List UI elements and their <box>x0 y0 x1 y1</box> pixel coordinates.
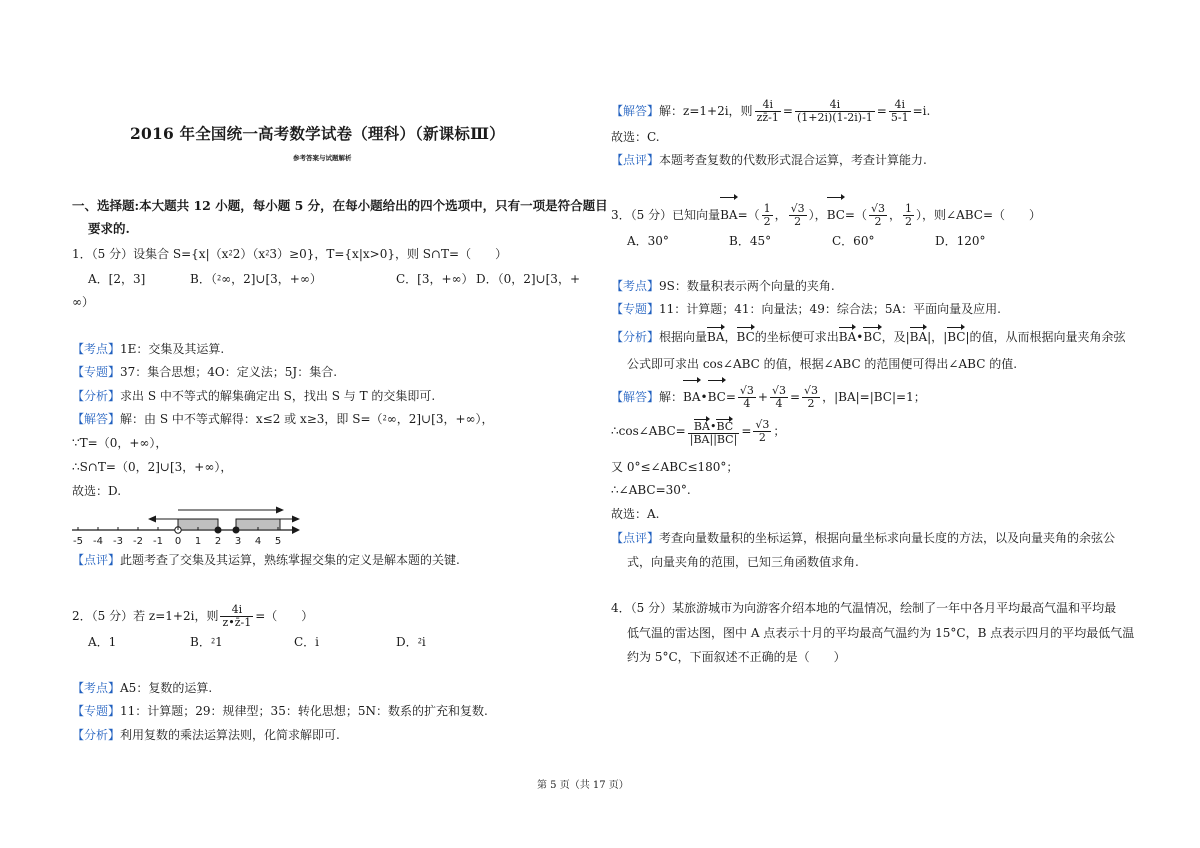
kaodian-text: 9S：数量积表示两个向量的夹角. <box>659 279 835 293</box>
frac-cos <box>688 418 740 446</box>
frac-denominator: 2 <box>758 431 766 444</box>
vector-ba: BA <box>910 326 927 345</box>
section-heading-cont: 要求的. <box>88 221 130 236</box>
axis-tick-label: -5 <box>73 536 83 547</box>
dot: • <box>700 390 708 404</box>
q1-option-a: A．[2，3] <box>88 272 146 286</box>
jieda-result: =i. <box>912 104 931 118</box>
vector-bc: BC <box>737 326 755 345</box>
q3-option-a: A．30° <box>627 234 669 248</box>
q3-paren-close: ）， <box>808 208 827 222</box>
section-heading: 一、选择题:本大题共 12 小题，每小题 5 分，在每小题给出的四个选项中，只有一项是符合题目 <box>72 198 608 213</box>
frac-numerator: 1 <box>763 202 771 215</box>
dianping-text: 本题考查复数的代数形式混合运算，考查计算能力. <box>659 153 927 167</box>
q3-kaodian <box>611 278 835 294</box>
q2-frac-2 <box>795 99 875 124</box>
jieda-text: 解：z=1+2i，则 <box>659 104 753 118</box>
q2-choose: 故选：C. <box>611 130 660 144</box>
q4-stem-line1: 4．（5 分）某旅游城市为向游客介绍本地的气温情况，绘制了一年中各月平均最高气温和平均最 <box>611 601 1117 615</box>
q1-kaodian <box>72 341 224 357</box>
vector-ba: BA <box>720 196 737 231</box>
vector-ba: BA <box>839 326 856 345</box>
equals: = <box>876 104 887 118</box>
page-title: 2016 年全国统一高考数学试卷（理科）（新课标Ⅲ） <box>130 124 505 143</box>
q1-step2: ∵T=（0，+∞）， <box>72 436 168 450</box>
equals: = <box>741 424 752 438</box>
zhuanti-tag: 【专题】 <box>72 365 121 379</box>
dianping-tag: 【点评】 <box>611 153 660 167</box>
axis-tick-label: 2 <box>214 536 222 547</box>
q3-result: ∴∠ABC=30°. <box>611 483 691 497</box>
q3-fenxi-cont: 公式即可求出 cos∠ABC 的值，根据∠ABC 的范围便可得出∠ABC 的值. <box>627 357 1018 371</box>
dianping-tag: 【点评】 <box>611 531 660 545</box>
kaodian-text: 1E：交集及其运算. <box>120 342 225 356</box>
zhuanti-text: 11：计算题；41：向量法；49：综合法；5A：平面向量及应用. <box>659 302 1001 316</box>
dot: • <box>856 330 864 344</box>
frac-denominator: |BA||BC| <box>689 432 738 446</box>
q3-dianping <box>611 530 1115 546</box>
comma: ， <box>724 330 737 344</box>
vector-bc: BC <box>947 326 965 345</box>
q2-kaodian <box>72 680 212 696</box>
frac-denominator: 2 <box>874 215 882 228</box>
q3-paren: =（ <box>737 208 760 222</box>
vector-bc: BC <box>716 419 734 433</box>
q1-option-d-cont: ∞） <box>72 295 94 309</box>
q3-option-d: D．120° <box>935 234 986 248</box>
q2-stem <box>72 601 313 631</box>
axis-tick-label: -1 <box>153 536 163 547</box>
zhuanti-tag: 【专题】 <box>72 704 121 718</box>
q1-option-c: C．[3，+∞） <box>396 272 474 286</box>
frac-sqrt3-four <box>770 385 788 410</box>
frac-numerator: 4i <box>220 604 253 617</box>
frac-numerator: √3 <box>870 202 885 215</box>
frac-sqrt3-half <box>802 385 820 410</box>
q1-option-d: D．（0，2]∪[3，+ <box>476 272 580 286</box>
frac-denominator: z•z̄-1 <box>222 616 252 629</box>
frac-sqrt3-four <box>738 385 756 410</box>
fenxi-text: 根据向量 <box>659 330 708 344</box>
q1-choose: 故选：D. <box>72 484 122 498</box>
frac-numerator: √3 <box>804 384 819 397</box>
fenxi-text: 的值，从而根据向量夹角余弦 <box>969 330 1126 344</box>
axis-arrow <box>292 526 300 534</box>
frac-denominator: (1+2i)(1-2i)-1 <box>796 111 873 124</box>
fenxi-text: 的坐标便可求出 <box>754 330 839 344</box>
frac-denominator: 2 <box>807 397 815 410</box>
vector-ba: BA <box>707 326 724 345</box>
frac-denominator: 5-1 <box>890 111 909 124</box>
q3-choose: 故选：A. <box>611 507 660 521</box>
vector-ba: BA <box>683 379 700 412</box>
cos-label: ∴cos∠ABC= <box>611 424 686 438</box>
axis-tick-label: 4 <box>254 536 262 547</box>
comma: ， <box>931 330 944 344</box>
fenxi-text: 求出 S 中不等式的解集确定出 S，找出 S 与 T 的交集即可. <box>120 389 436 403</box>
frac-numerator: 4i <box>795 99 875 112</box>
q2-jieda <box>611 96 930 126</box>
frac-numerator: 1 <box>905 202 913 215</box>
q4-stem-line2: 低气温的雷达图，图中 A 点表示十月的平均最高气温约为 15°C，B 点表示四月的平均最低气温 <box>627 626 1135 640</box>
zhuanti-tag: 【专题】 <box>611 302 660 316</box>
kaodian-text: A5：复数的运算. <box>120 681 213 695</box>
comma: ， <box>774 208 787 222</box>
frac-denominator: zz̄-1 <box>756 111 779 124</box>
q3-jieda: 【解答】解：BA•BC= $\frac{√3}{4}$ + $\frac{√3}{4}$ = $\frac{√3}{2}$ ，|BA|=|BC|=1； <box>611 379 926 412</box>
q2-option-b: B．⁲1 <box>190 635 223 649</box>
q1-stem: 1．（5 分）设集合 S={x|（x⁲2）（x⁲3）≥0}，T={x|x>0}，则 S∩T=（ ） <box>72 247 508 261</box>
q2-option-c: C．i <box>294 635 320 649</box>
q1-jieda <box>72 411 494 427</box>
axis-tick-label: -4 <box>93 536 103 547</box>
axis-tick-label: -2 <box>133 536 143 547</box>
q1-step3: ∴S∩T=（0，2]∪[3，+∞）， <box>72 460 233 474</box>
axis-tick-label: 5 <box>274 536 282 547</box>
q4-stem-line3: 约为 5°C，下面叙述不正确的是（ ） <box>627 650 846 664</box>
jieda-text: 解： <box>659 390 684 404</box>
q2-option-d: D．⁲i <box>396 635 426 649</box>
q3-paren: =（ <box>844 208 867 222</box>
frac-numerator: 4i <box>889 99 911 112</box>
q2-stem-end: =（ ） <box>255 609 314 623</box>
q3-option-b: B．45° <box>729 234 772 248</box>
page-footer: 第 5 页（共 17 页） <box>537 780 629 791</box>
axis-tick-label: 3 <box>234 536 242 547</box>
frac-denominator: 4 <box>775 397 783 410</box>
frac-half <box>762 203 773 228</box>
equals: = <box>782 104 793 118</box>
dianping-text: 此题考查了交集及其运算，熟练掌握交集的定义是解本题的关键. <box>120 553 460 567</box>
q2-stem-text: 2．（5 分）若 z=1+2i，则 <box>72 609 219 623</box>
set-s-left-arrow <box>148 516 156 523</box>
q2-frac-3 <box>889 99 911 124</box>
vector-bc: BC <box>708 379 726 412</box>
jieda-tag: 【解答】 <box>611 390 660 404</box>
frac-numerator <box>688 418 740 434</box>
frac-denominator: 2 <box>794 215 802 228</box>
frac-sqrt3-half <box>789 203 807 228</box>
jieda-text: 解：由 S 中不等式解得：x≤2 或 x≥3，即 S=（⁲∞，2]∪[3，+∞）， <box>120 412 494 426</box>
frac-numerator: √3 <box>790 202 805 215</box>
kaodian-tag: 【考点】 <box>72 342 121 356</box>
q3-stem-text: 3．（5 分）已知向量 <box>611 208 721 222</box>
q2-zhuanti <box>72 703 488 719</box>
frac-half <box>903 203 914 228</box>
frac-sqrt3-half <box>753 419 771 444</box>
dot: • <box>709 419 717 433</box>
kaodian-tag: 【考点】 <box>72 681 121 695</box>
zhuanti-text: 37：集合思想；4O：定义法；5J：集合. <box>120 365 338 379</box>
set-s-right-arrow <box>292 516 300 523</box>
dianping-tag: 【点评】 <box>72 553 121 567</box>
frac-denominator: 2 <box>763 215 771 228</box>
frac-sqrt3-half <box>869 203 887 228</box>
q2-fenxi <box>72 727 340 743</box>
fenxi-text: 利用复数的乘法运算法则，化简求解即可. <box>120 728 340 742</box>
q2-fraction <box>220 604 253 629</box>
page-subtitle: 参考答案与试题解析 <box>293 154 352 162</box>
comma: ， <box>889 208 902 222</box>
zhuanti-text: 11：计算题；29：规律型；35：转化思想；5N：数系的扩充和复数. <box>120 704 488 718</box>
frac-numerator: √3 <box>755 418 770 431</box>
q3-dianping-cont: 式，向量夹角的范围，已知三角函数值求角. <box>627 555 859 569</box>
axis-tick-label: -3 <box>113 536 123 547</box>
fenxi-text: ，及 <box>881 330 906 344</box>
q3-fenxi: 【分析】根据向量BA，BC的坐标便可求出BA•BC，及|BA|，|BC|的值，从而根据向量夹角余弦 <box>611 326 1126 345</box>
frac-denominator: 4 <box>743 397 751 410</box>
frac-denominator: 2 <box>905 215 913 228</box>
q2-frac-1 <box>755 99 781 124</box>
jieda-abs: |BA|=|BC|=1； <box>834 390 926 404</box>
frac-numerator: √3 <box>739 384 754 397</box>
q3-option-c: C．60° <box>832 234 875 248</box>
q3-range: 又 0°≤∠ABC≤180°； <box>611 460 739 474</box>
fenxi-tag: 【分析】 <box>72 389 121 403</box>
vector-ba: BA <box>693 419 710 433</box>
q1-dianping <box>72 552 460 568</box>
fenxi-tag: 【分析】 <box>72 728 121 742</box>
kaodian-tag: 【考点】 <box>611 279 660 293</box>
q3-zhuanti <box>611 301 1001 317</box>
dianping-text: 考查向量数量积的坐标运算，根据向量坐标求向量长度的方法，以及向量夹角的余弦公 <box>659 531 1116 545</box>
set-t-arrow <box>276 507 284 514</box>
q1-fenxi <box>72 388 435 404</box>
jieda-tag: 【解答】 <box>72 412 121 426</box>
q3-stem <box>611 196 1041 231</box>
axis-tick-label: 0 <box>174 536 182 547</box>
comma: ， <box>822 390 835 404</box>
fenxi-tag: 【分析】 <box>611 330 660 344</box>
vector-bc: BC <box>863 326 881 345</box>
frac-numerator: √3 <box>771 384 786 397</box>
number-line-figure <box>68 502 308 548</box>
q3-cos: ∴cos∠ABC= $\frac{BA•BC}{|BA||BC|}$ = $\frac{√3}{2}$ ； <box>611 418 786 446</box>
q3-stem-end: ），则∠ABC=（ ） <box>916 208 1042 222</box>
q1-option-b: B．（⁲∞，2]∪[3，+∞） <box>190 272 322 286</box>
axis-tick-label: 1 <box>194 536 202 547</box>
q2-option-a: A．1 <box>88 635 117 649</box>
q2-dianping <box>611 152 927 168</box>
jieda-tag: 【解答】 <box>611 104 660 118</box>
vector-bc: BC <box>827 196 845 231</box>
frac-numerator: 4i <box>755 99 781 112</box>
q1-zhuanti <box>72 364 337 380</box>
